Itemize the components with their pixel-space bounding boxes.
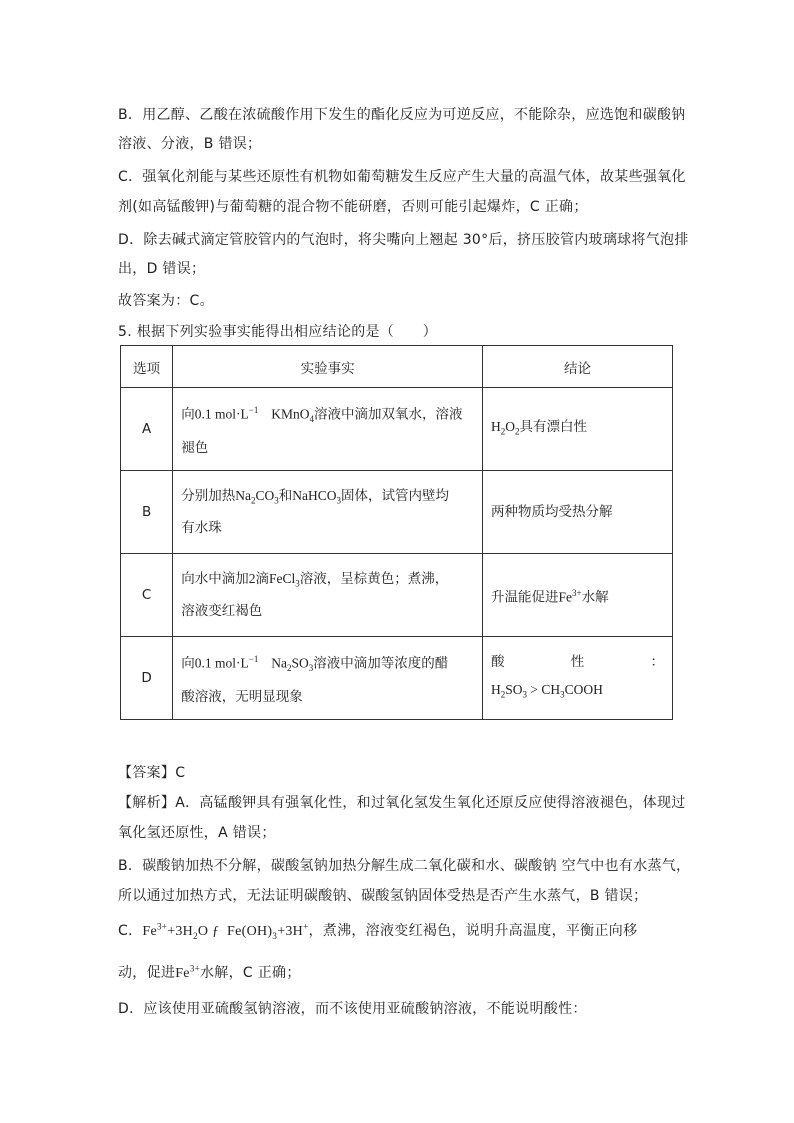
question-stem: 5. 根据下列实验事实能得出相应结论的是（ ） [118, 324, 438, 340]
table-row-b [121, 471, 673, 554]
header-option: 选项 [121, 346, 173, 388]
analysis-c-line2: 动，促进$Fe^{3+}$水解，C 正确； [118, 963, 301, 981]
prev-option-b-line2: 溶液、分液，B 错误； [118, 136, 262, 152]
prev-option-c-line1: C．强氧化剂能与某些还原性有机物如葡萄糖发生反应产生大量的高温气体，故某些强氧化 [118, 169, 686, 185]
prev-option-c-line2: 剂(如高锰酸钾)与葡萄糖的混合物不能研磨，否则可能引起爆炸，C 正确； [118, 199, 588, 215]
analysis-a-line1: 【解析】A．高锰酸钾具有强氧化性，和过氧化氢发生氧化还原反应使得溶液褪色，体现过 [118, 795, 686, 811]
table-row-c [121, 554, 673, 637]
option-d: D [121, 637, 173, 720]
option-a: A [121, 388, 173, 471]
fact-b: 分别加热$Na_2CO_3$和NaHCO$_3$固体，试管内壁均 有水珠 [173, 471, 483, 554]
analysis-a-line2: 氧化氢还原性，A 错误； [118, 825, 276, 841]
analysis-b-line2: 所以通过加热方式，无法证明碳酸钠、碳酸氢钠固体受热是否产生水蒸气，B 错误； [118, 888, 648, 904]
table-row-a [121, 388, 673, 471]
prev-option-d-line1: D．除去碱式滴定管胶管内的气泡时，将尖嘴向上翘起 30°后，挤压胶管内玻璃球将气泡排 [118, 232, 689, 248]
answer-label: 【答案】 [118, 765, 176, 781]
table-header-row [121, 346, 673, 388]
conclusion-d [483, 637, 673, 720]
header-fact: 实验事实 [173, 346, 483, 388]
analysis-b-line1: B．碳酸钠加热不分解，碳酸氢钠加热分解生成二氧化碳和水、碳酸钠 空气中也有水蒸气， [118, 858, 691, 874]
header-conclusion: 结论 [483, 346, 673, 388]
conclusion-d-formula: $H_2SO_3$ > $CH_3COOH$ [491, 681, 603, 700]
conclusion-d-words: 酸 性 ： [491, 653, 664, 670]
fact-d: 向0.1 $mol\cdot L^{-1}$ $Na_2SO_3$溶液中滴加等浓度的醋 酸溶液，无明显现象 [173, 637, 483, 720]
analysis-d-line1: D．应该使用亚硫酸氢钠溶液，而不该使用亚硫酸钠溶液，不能说明酸性： [118, 1001, 587, 1017]
option-b: B [121, 471, 173, 554]
table-row-d [121, 637, 673, 720]
conclusion-b: 两种物质均受热分解 [483, 471, 673, 554]
conclusion-a: $H_2O_2$具有漂白性 [483, 388, 673, 471]
analysis-label: 【解析】 [118, 795, 176, 811]
conclusion-c: 升温能促进$Fe^{3+}$水解 [483, 554, 673, 637]
fact-c: 向水中滴加2滴FeCl$_3$溶液，呈棕黄色；煮沸， 溶液变红褐色 [173, 554, 483, 637]
prev-answer-line: 故答案为：C。 [118, 293, 214, 309]
prev-option-b-line1: B．用乙醇、乙酸在浓硫酸作用下发生的酯化反应为可逆反应，不能除杂，应选饱和碳酸钠 [118, 107, 686, 123]
fact-a: 向0.1 $mol\cdot L^{-1}$ KMnO$_4$溶液中滴加双氧水，溶液 褪色 [173, 388, 483, 471]
analysis-c-line1: C．$Fe^{3+}+3H_2O$ ƒ $Fe(OH)_3+3H^+$，煮沸，溶液变红褐色，说明升高温度，平衡正向移 [118, 921, 638, 941]
answer-value: C [175, 765, 186, 781]
answer-line [118, 762, 185, 782]
prev-option-d-line2: 出，D 错误； [118, 261, 206, 277]
option-c: C [121, 554, 173, 637]
experiment-table [120, 345, 673, 720]
